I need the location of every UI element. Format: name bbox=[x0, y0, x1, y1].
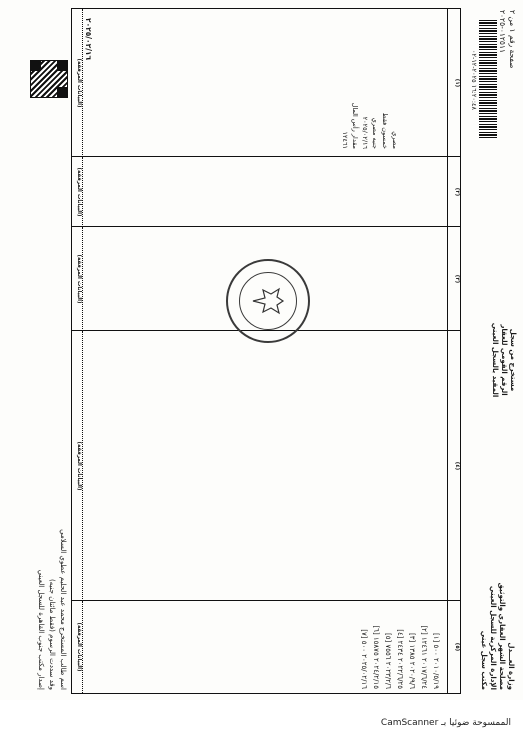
barcode-text: ١٦:٢٠:٤٨ ٢٠٢٥-١٢-٠٢ bbox=[470, 49, 478, 111]
column-header: (٤) bbox=[447, 331, 460, 601]
column-signatures bbox=[72, 600, 460, 693]
official-seal bbox=[226, 259, 310, 343]
column-footer: (البيانات المرفقة) bbox=[72, 601, 83, 693]
ministry-line: مصلحة الشهر العقاري والتوثيق bbox=[498, 582, 506, 690]
eagle-emblem-icon bbox=[239, 272, 297, 330]
ministry-line: وزارة العـــدل bbox=[507, 642, 515, 690]
issue-date: ٢٠٢٥/٠٢/١٦ bbox=[84, 18, 93, 61]
column-header: (٥) bbox=[447, 601, 460, 693]
ministry-line: الإدارة المركزية للسجل العيني bbox=[489, 585, 497, 690]
scanner-watermark: الممسوحة ضوئيا بـ CamScanner bbox=[380, 718, 511, 728]
column-4 bbox=[72, 330, 460, 601]
signature-entry: ٢٠٢٣/٢/٦ ٧٥٥٦ [٥] bbox=[384, 632, 392, 689]
signature-entry: ٢٠١٧/٦/٢٤ ١٢٤٦١ [٢] bbox=[420, 625, 428, 689]
column-footer: (البيانات المرفقة) bbox=[72, 331, 83, 601]
capital-values bbox=[340, 13, 400, 153]
column-footer: (البيانات المرفقة) bbox=[72, 227, 83, 331]
capital-value: مصري bbox=[391, 131, 399, 149]
column-footer: (البيانات المرفقة) bbox=[72, 157, 83, 227]
column-header: (١) bbox=[447, 9, 460, 157]
signature-entry: ٢٠٢٠/٩/٦ ١٣٨٥ [٣] bbox=[408, 632, 416, 689]
signature-entry: ٢٠٢٥/٠٢/١٦ ٥٠٠ [٧] bbox=[360, 629, 368, 689]
footer-line: وقد سددت الرسوم (فقط مائتان جنيه) bbox=[48, 578, 56, 690]
barcode bbox=[479, 20, 497, 140]
page-code: ٠١٢٥١١-٢٠٢٥ bbox=[498, 10, 507, 54]
column-1 bbox=[72, 8, 460, 157]
signature-list bbox=[358, 609, 442, 689]
capital-value: مقدار رأس المال bbox=[351, 102, 359, 149]
record-table bbox=[71, 8, 461, 694]
column-2 bbox=[72, 156, 460, 227]
footer-line: اسم طالب المستخرج محمد عبد الحليم عطوي السلامي bbox=[59, 529, 67, 690]
document-title bbox=[490, 165, 517, 555]
footer-line: إصدار مكتب جنوب القاهرة للسجل العيني bbox=[37, 569, 45, 690]
document-footer bbox=[35, 130, 68, 690]
signature-entry: ٢٠٢٤/٢/١٥ ١٥٨٧٥ [٦] bbox=[372, 625, 380, 689]
title-line: المقيد بالسجل العيني bbox=[491, 322, 499, 398]
capital-value: ٢٠٢٥/٠٢/١٦ bbox=[361, 116, 369, 149]
ministry-header bbox=[479, 540, 515, 690]
title-line: مستخرج من سجل bbox=[509, 328, 517, 392]
qr-code-icon bbox=[30, 60, 68, 98]
title-line: الرقم القومي للعقار bbox=[500, 324, 508, 396]
signature-entry: ٢٠٢٢/٦/٢٥ ٢٤٣٤ [٤] bbox=[396, 629, 404, 689]
capital-value: جنيه مصري bbox=[371, 117, 379, 149]
page-info bbox=[497, 10, 517, 160]
signature-entry: ٢٠١٠/٥/١٩ ٥٠٠ [١] bbox=[432, 632, 440, 689]
page-number: صفحة رقم ١ من ٢ bbox=[508, 10, 517, 69]
column-header: (٢) bbox=[447, 157, 460, 227]
column-footer: (البيانات المرفقة) bbox=[72, 9, 83, 157]
capital-value: ١٢٤٦١ bbox=[341, 131, 349, 149]
ministry-line: مكتب سجل عيني bbox=[480, 630, 488, 690]
column-header: (٣) bbox=[447, 227, 460, 331]
capital-value: خمسون فقط bbox=[381, 112, 389, 149]
